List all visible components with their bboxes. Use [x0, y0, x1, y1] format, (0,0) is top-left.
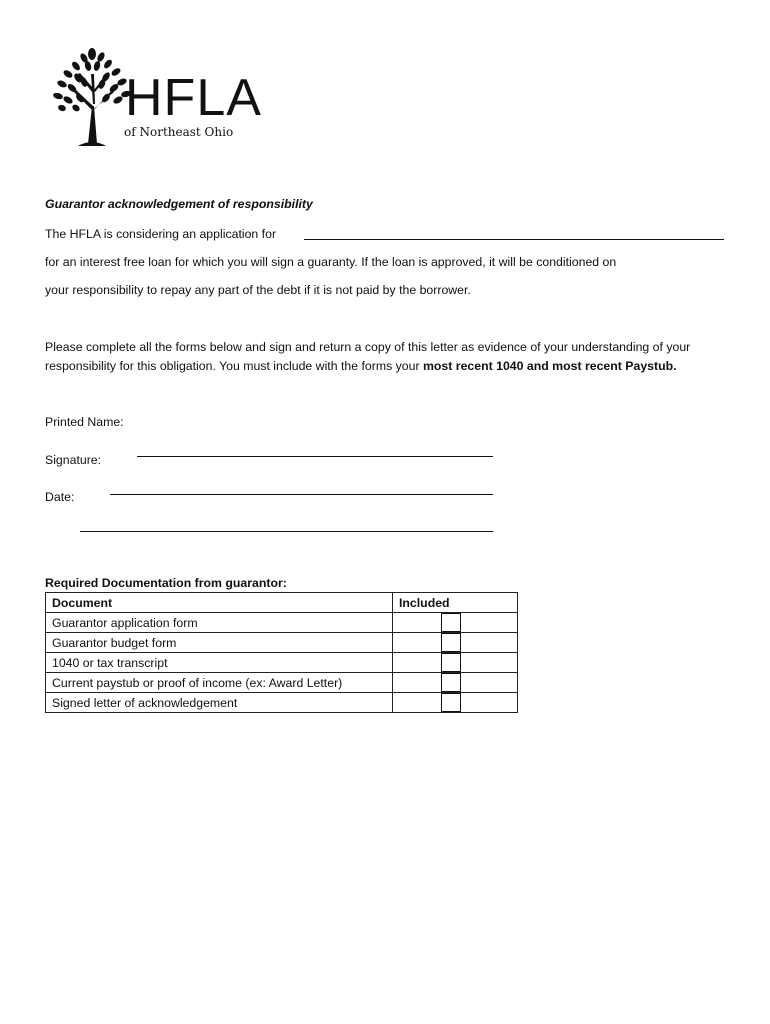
signature-line[interactable]	[137, 456, 493, 457]
header-included: Included	[393, 593, 518, 613]
documentation-title: Required Documentation from guarantor:	[45, 576, 287, 590]
intro-line-3: your responsibility to repay any part of the debt if it is not paid by the borrower.	[45, 283, 471, 297]
included-cell	[393, 613, 518, 633]
instructions-bold: most recent 1040 and most recent Paystub.	[422, 359, 677, 373]
intro-line-1: The HFLA is considering an application for	[45, 227, 277, 241]
signature-label: Signature:	[45, 453, 102, 467]
included-checkbox[interactable]	[441, 673, 461, 692]
logo-wordmark: HFLA	[125, 69, 262, 127]
documentation-table	[45, 592, 518, 713]
applicant-name-line[interactable]	[304, 239, 724, 240]
included-checkbox[interactable]	[441, 633, 461, 652]
included-cell	[393, 653, 518, 673]
header-document: Document	[46, 593, 393, 613]
extra-line[interactable]	[80, 531, 493, 532]
table-header-row	[46, 593, 518, 613]
included-checkbox[interactable]	[441, 653, 461, 672]
included-cell	[393, 673, 518, 693]
instructions-paragraph	[45, 338, 725, 376]
printed-name-label: Printed Name:	[45, 415, 124, 429]
date-line[interactable]	[110, 494, 493, 495]
included-cell	[393, 633, 518, 653]
letter-heading: Guarantor acknowledgement of responsibility	[45, 197, 313, 211]
hfla-logo	[48, 44, 278, 148]
document-name: Signed letter of acknowledgement	[46, 693, 393, 713]
date-label: Date:	[45, 490, 75, 504]
included-checkbox[interactable]	[441, 693, 461, 712]
instructions-text: Please complete all the forms below and sign and return a copy of this letter as evidence of your understanding of your responsibility for this obligation. You must include with the forms your	[45, 340, 691, 373]
table-row	[46, 653, 518, 673]
document-name: Guarantor budget form	[46, 633, 393, 653]
table-row	[46, 613, 518, 633]
table-row	[46, 633, 518, 653]
document-name: Guarantor application form	[46, 613, 393, 633]
logo-subtitle: of Northeast Ohio	[124, 125, 234, 139]
included-cell	[393, 693, 518, 713]
included-checkbox[interactable]	[441, 613, 461, 632]
document-name: 1040 or tax transcript	[46, 653, 393, 673]
document-name: Current paystub or proof of income (ex: Award Letter)	[46, 673, 393, 693]
table-row	[46, 673, 518, 693]
intro-line-2: for an interest free loan for which you will sign a guaranty. If the loan is approved, it will be conditioned on	[45, 255, 617, 269]
table-row	[46, 693, 518, 713]
